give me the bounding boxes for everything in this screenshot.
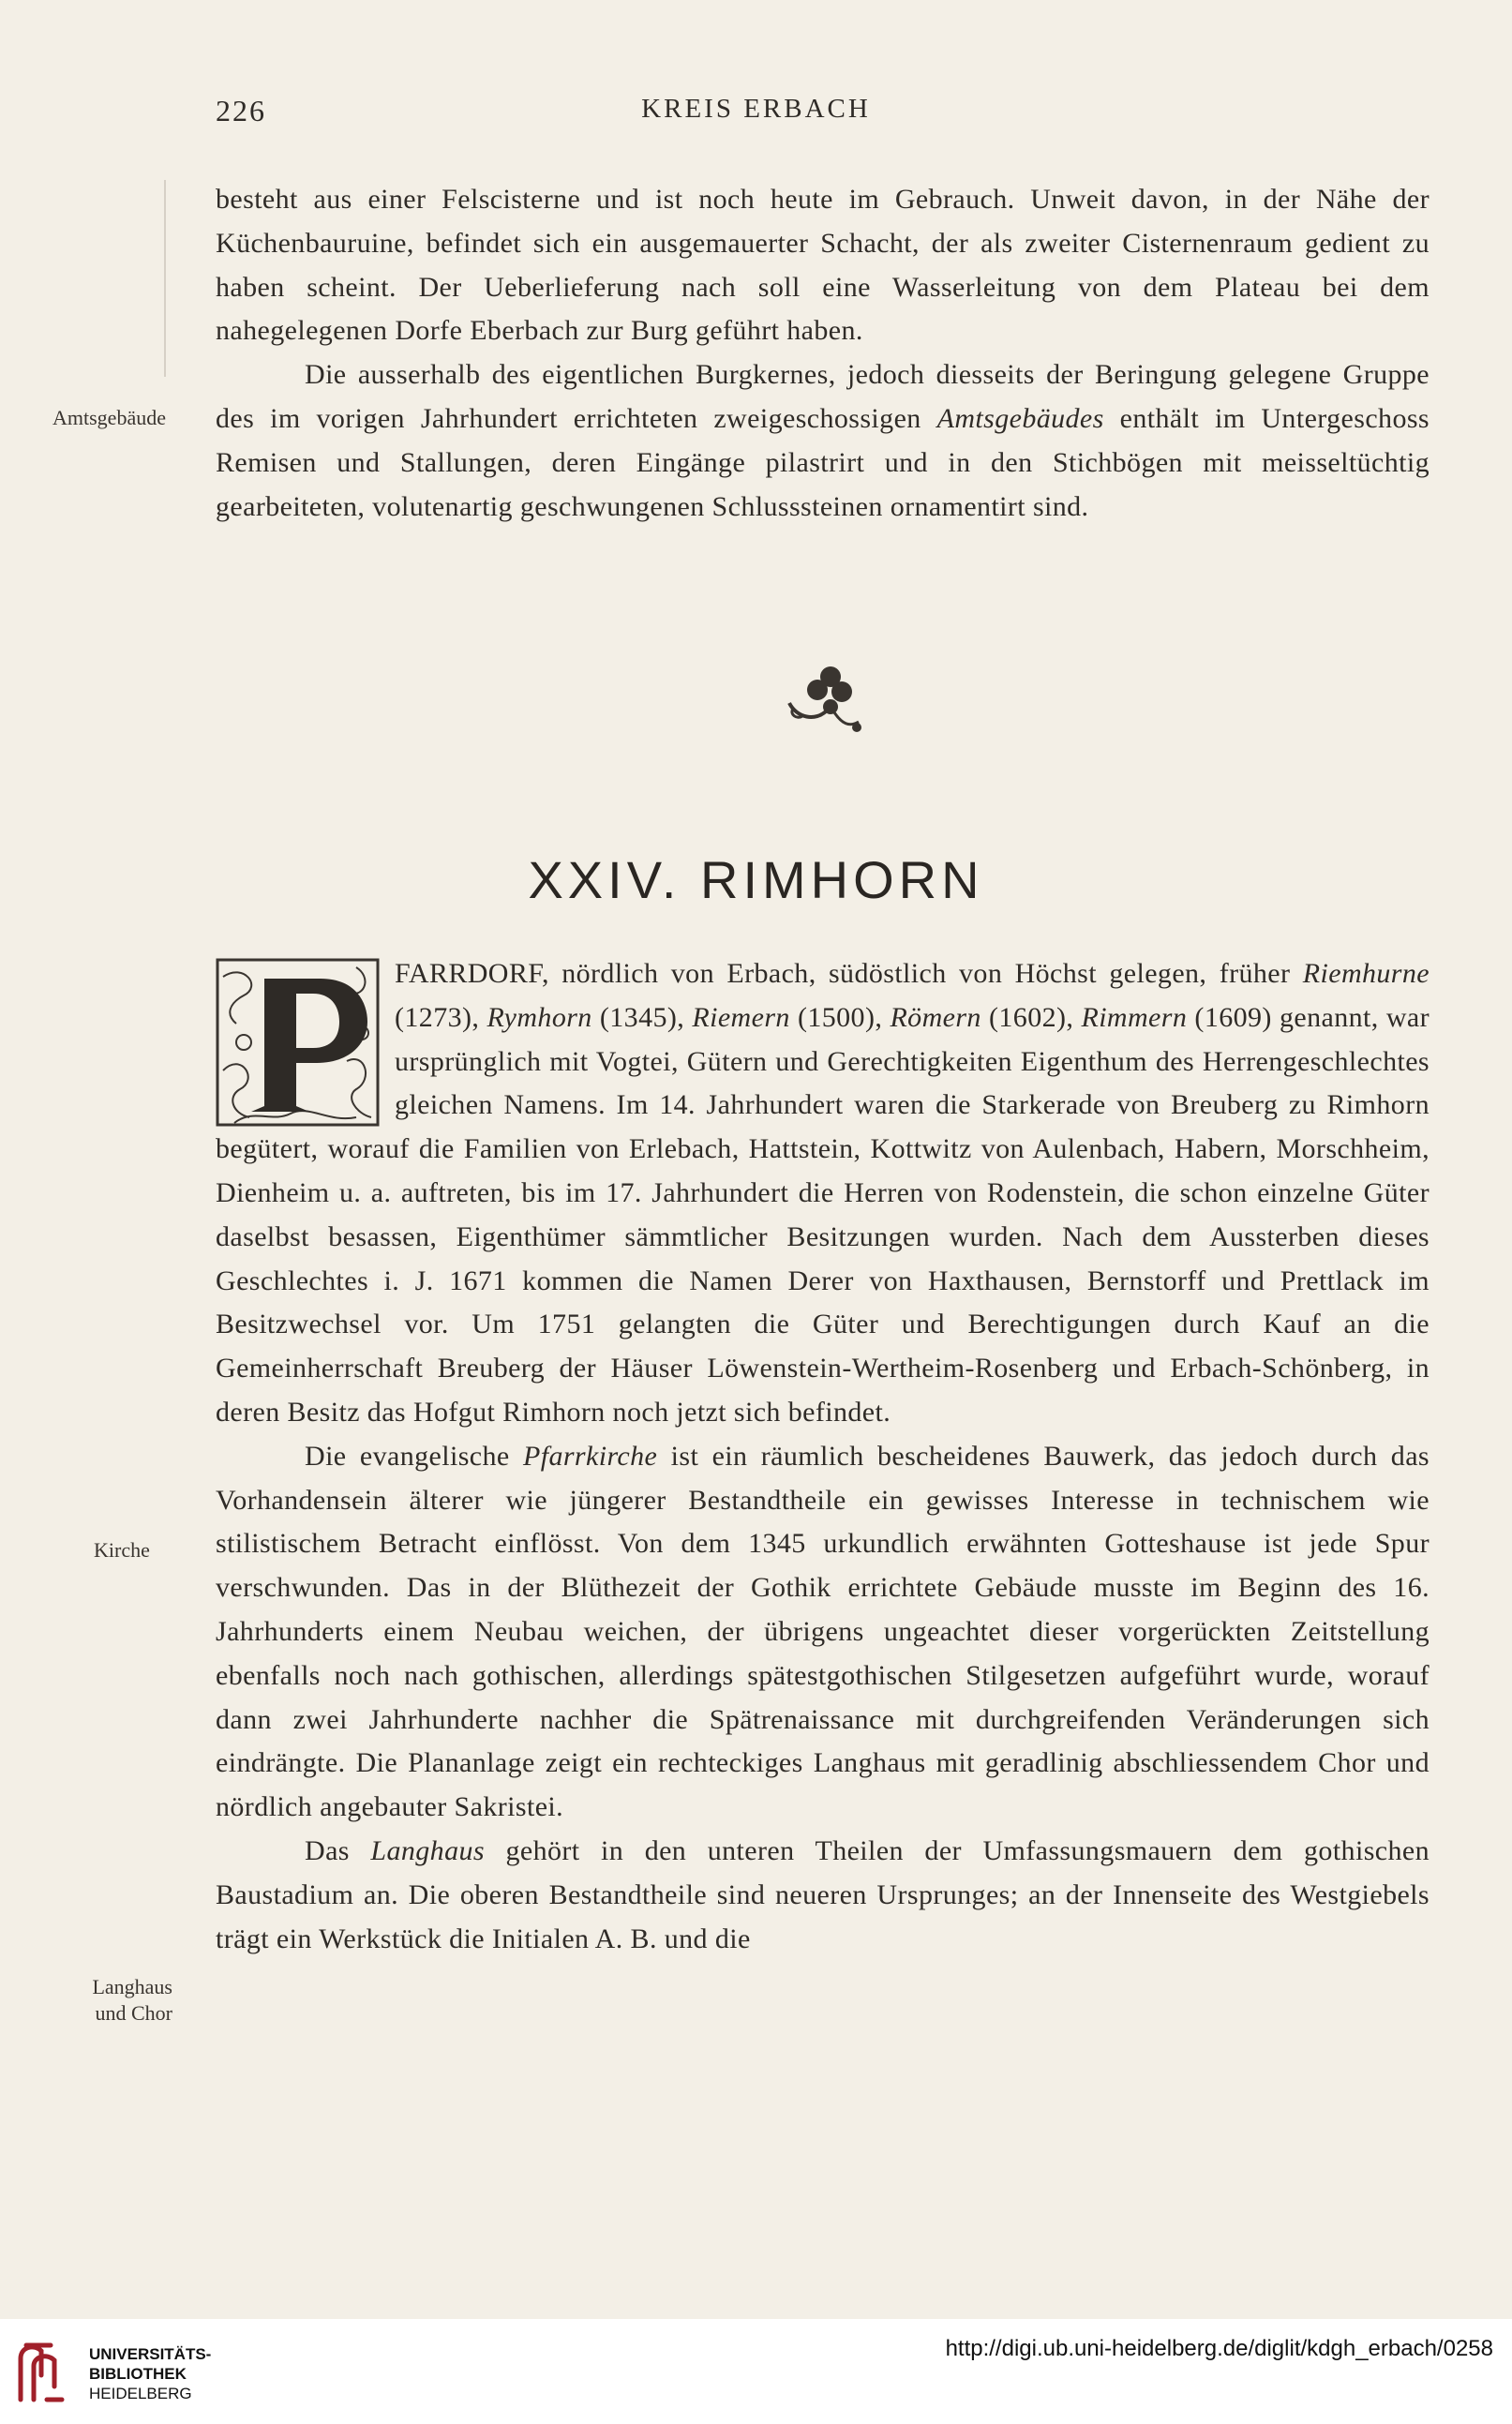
library-name-line2: BIBLIOTHEK bbox=[89, 2365, 187, 2383]
paragraph-cisterne: besteht aus einer Felscisterne und ist noch heute im Gebrauch. Unweit davon, in der Nähe der Küchenbauruine, befindet sich ein ausgemauerter Schacht, der als zweiter Cisternenraum gedient zu haben scheint. Der Ueberlieferung nach soll eine Wasserleitung von dem Plateau bei dem nahegelegenen Dorfe Eberbach zur Burg geführt haben. bbox=[216, 184, 1430, 347]
chapter-title: XXIV. RIMHORN bbox=[528, 849, 984, 909]
text-block-top bbox=[216, 178, 1430, 529]
library-logo-icon bbox=[13, 2338, 69, 2405]
footer-bar bbox=[0, 2319, 1512, 2424]
side-note-langhaus bbox=[79, 1974, 172, 2027]
term-pfarrkirche: Pfarrkirche bbox=[523, 1440, 658, 1472]
library-name-line1: UNIVERSITÄTS- bbox=[89, 2345, 212, 2363]
page-number: 226 bbox=[216, 94, 266, 127]
term-langhaus: Langhaus bbox=[370, 1834, 485, 1866]
name-rimmern: Rimmern bbox=[1081, 1001, 1188, 1033]
running-head: KREIS ERBACH bbox=[641, 94, 871, 124]
ornamental-initial-p-icon bbox=[216, 958, 380, 1127]
library-name-line3: HEIDELBERG bbox=[89, 2385, 192, 2402]
name-roemern: Römern bbox=[890, 1001, 981, 1033]
rimhorn-lead: FARRDORF, nördlich von Erbach, südöstlich von Höchst gelegen, früher bbox=[395, 958, 1303, 989]
name-riemhurne: Riemhurne bbox=[1302, 958, 1430, 989]
name-riemern: Riemern bbox=[692, 1001, 790, 1033]
paragraph-amtsgebaeude-a: Die ausserhalb des eigentlichen Burgkernes, jedoch diesseits der Beringung gelegene Gruppe des im vorigen Jahrhundert errichteten zweigeschossigen bbox=[216, 359, 1430, 434]
fleuron-ornament bbox=[784, 662, 868, 737]
name-rymhorn: Rymhorn bbox=[487, 1001, 592, 1033]
langhaus-a: Das bbox=[305, 1834, 371, 1866]
langhaus-b: gehört in den unteren Theilen der Umfassungsmauern dem gothischen Baustadium an. Die oberen Bestandtheile sind neueren Ursprunges; an der Innenseite des Westgiebels trägt ein Werkstück die Initialen A. B. und die bbox=[216, 1834, 1430, 1954]
rimhorn-rest: (1609) genannt, war ursprünglich mit Vogtei, Gütern und Gerechtigkeiten Eigenthum des Herrengeschlechtes gleichen Namens. Im 14. Jahrhundert waren die Starkerade von Breuberg zu Rimhorn begütert, worauf die Familien von Erlebach, Hattstein, Kottwitz von Aulenbach, Habern, Morschheim, Dienheim u. a. auftreten, bis im 17. Jahrhundert die Herren von Rodenstein, die schon einzelne Güter daselbst besassen, Eigenthümer sämmtlicher Besitzungen wurden. Nach dem Aussterben dieses Geschlechtes i. J. 1671 kommen die Namen Derer von Haxthausen, Bernstorff und Prettlack im Besitzwechsel vor. Um 1751 gelangten die Güter und Berechtigungen durch Kauf an die Gemeinherrschaft Breuberg der Häuser Löwenstein-Wertheim-Rosenberg und Erbach-Schönberg, in deren Besitz das Hofgut Rimhorn noch jetzt sich befindet. bbox=[216, 1001, 1430, 1428]
kirche-a: Die evangelische bbox=[305, 1440, 523, 1472]
paragraph-amtsgebaeude-b: enthält im Untergeschoss Remisen und Stallungen, deren Eingänge pilastrirt und in den Stichbögen mit meisseltüchtig gearbeiteten, volutenartig geschwungenen Schlusssteinen ornamentirt sind. bbox=[216, 402, 1430, 522]
side-note-amtsgebaeude: Amtsgebäude bbox=[52, 406, 166, 429]
paragraph-kirche bbox=[216, 1435, 1430, 1830]
side-note-langhaus-line2: und Chor bbox=[95, 2001, 172, 2025]
side-note-langhaus-line1: Langhaus bbox=[92, 1975, 172, 1998]
side-note-kirche: Kirche bbox=[94, 1538, 150, 1562]
library-name bbox=[89, 2344, 211, 2403]
year-1345: (1345), bbox=[591, 1001, 693, 1033]
margin-rule bbox=[164, 180, 166, 377]
text-block-main bbox=[216, 952, 1430, 1961]
paragraph-amtsgebaeude bbox=[216, 353, 1430, 529]
paragraph-rimhorn-history bbox=[216, 952, 1430, 1435]
year-1273: (1273), bbox=[395, 1001, 487, 1033]
year-1602: (1602), bbox=[981, 1001, 1082, 1033]
kirche-b: ist ein räumlich bescheidenes Bauwerk, das jedoch durch das Vorhandensein älterer wie jüngerer Bestandtheile ein gewisses Interesse in technischem wie stilistischem Betracht einflösst. Von dem 1345 urkundlich erwähnten Gotteshause ist jede Spur verschwunden. Das in der Blüthezeit der Gothik errichtete Gebäude musste im Beginn des 16. Jahrhunderts einem Neubau weichen, der übrigens ungeachtet dieser vorgerückten Zeitstellung ebenfalls noch nach gothischen, allerdings spätestgothischen Stilgesetzen aufgeführt wurde, worauf dann zwei Jahrhunderte nachher die Spätrenaissance mit durchgreifenden Veränderungen sich eindrängte. Die Plananlage zeigt ein rechteckiges Langhaus mit geradlinig abschliessendem Chor und nördlich angebauter Sakristei. bbox=[216, 1440, 1430, 1823]
source-url-link[interactable]: http://digi.ub.uni-heidelberg.de/diglit/kdgh_erbach/0258 bbox=[945, 2336, 1493, 2361]
paragraph-langhaus bbox=[216, 1830, 1430, 1961]
term-amtsgebaeudes: Amtsgebäudes bbox=[936, 402, 1104, 434]
year-1500: (1500), bbox=[789, 1001, 891, 1033]
